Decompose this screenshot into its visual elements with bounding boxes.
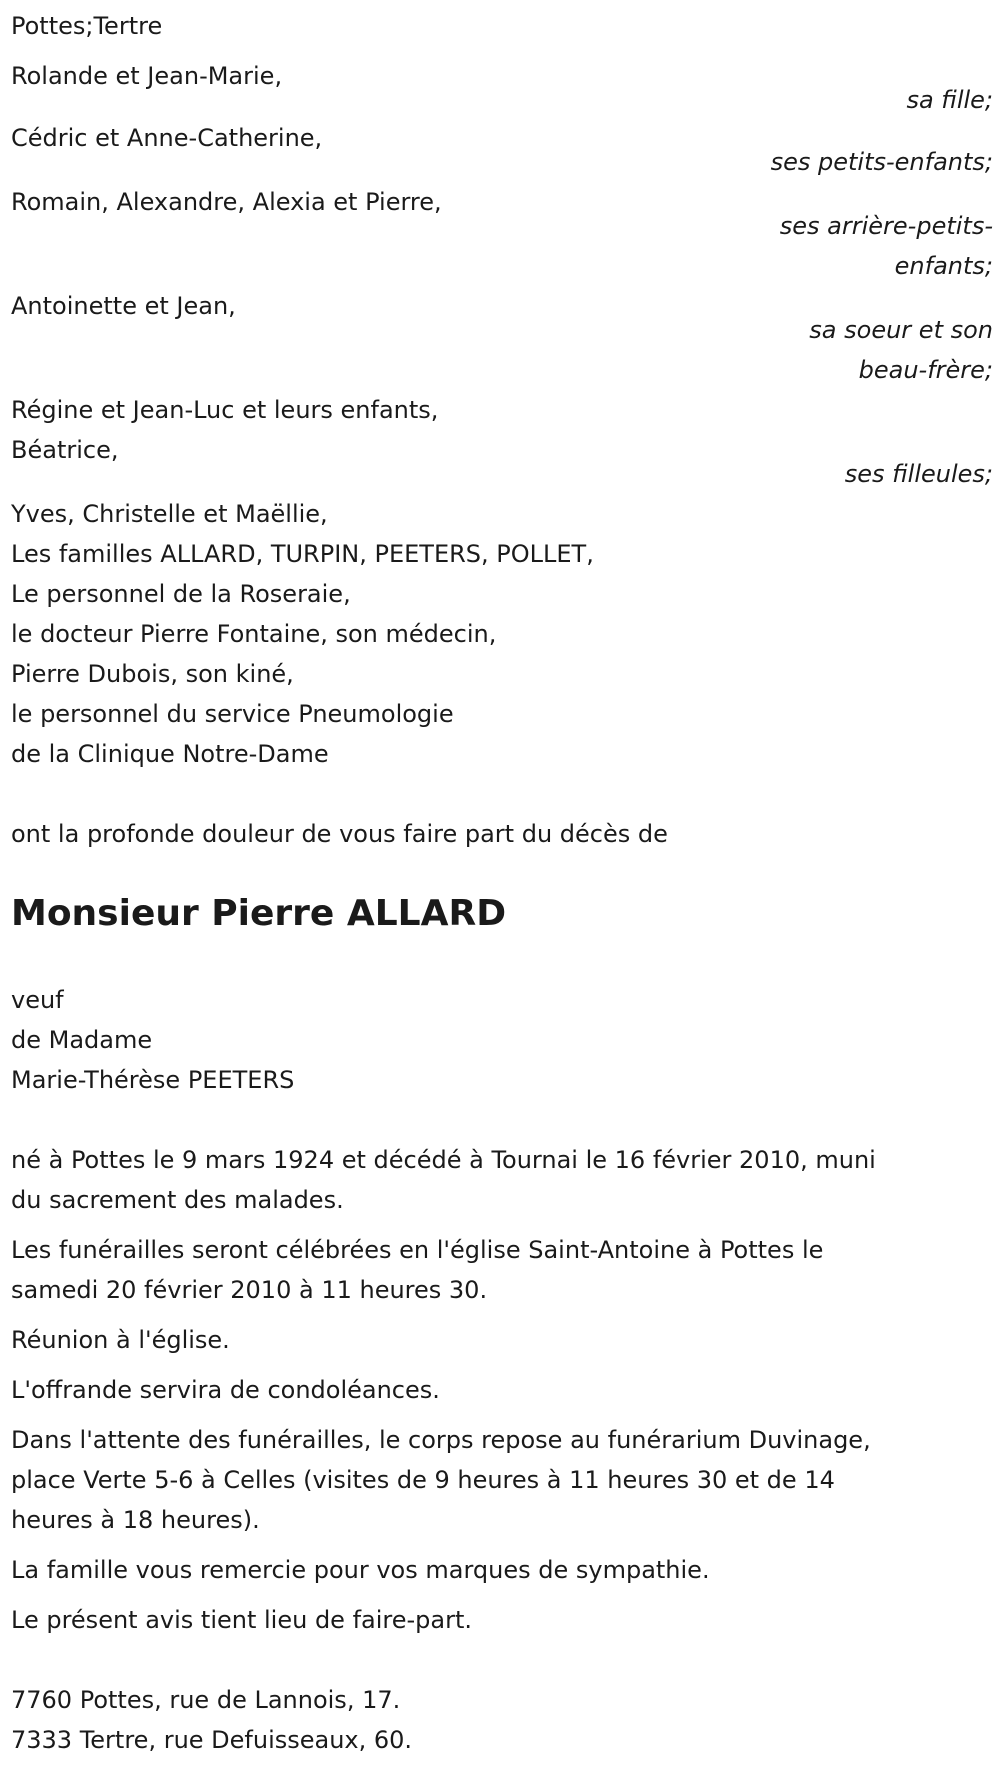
family-relation: ses filleules; — [844, 460, 993, 488]
detail-line: né à Pottes le 9 mars 1924 et décédé à Tournai le 16 février 2010, muni — [11, 1146, 876, 1174]
family-names: Antoinette et Jean, — [11, 292, 236, 320]
mourner-line: le docteur Pierre Fontaine, son médecin, — [11, 620, 497, 648]
mourner-line: Pierre Dubois, son kiné, — [11, 660, 294, 688]
mourner-line: Yves, Christelle et Maëllie, — [11, 500, 328, 528]
location-header: Pottes;Tertre — [11, 12, 163, 40]
family-relation: sa fille; — [906, 86, 993, 114]
address-line: 7760 Pottes, rue de Lannois, 17. — [11, 1686, 401, 1714]
mourner-line: Les familles ALLARD, TURPIN, PEETERS, POLLET, — [11, 540, 594, 568]
mourner-line: de la Clinique Notre-Dame — [11, 740, 329, 768]
family-names: Romain, Alexandre, Alexia et Pierre, — [11, 188, 442, 216]
detail-line: Dans l'attente des funérailles, le corps repose au funérarium Duvinage, — [11, 1426, 871, 1454]
deceased-name: Monsieur Pierre ALLARD — [11, 893, 507, 934]
family-names: Béatrice, — [11, 436, 119, 464]
mourner-line: Le personnel de la Roseraie, — [11, 580, 351, 608]
family-names: Rolande et Jean-Marie, — [11, 62, 283, 90]
spouse-line: Marie-Thérèse PEETERS — [11, 1066, 295, 1094]
detail-line: du sacrement des malades. — [11, 1186, 344, 1214]
detail-line: Le présent avis tient lieu de faire-part. — [11, 1606, 473, 1634]
address-line: 7333 Tertre, rue Defuisseaux, 60. — [11, 1726, 413, 1754]
spouse-line: de Madame — [11, 1026, 153, 1054]
announcement: ont la profonde douleur de vous faire part du décès de — [11, 820, 668, 848]
family-relation: ses arrière-petits- — [779, 212, 993, 240]
detail-line: samedi 20 février 2010 à 11 heures 30. — [11, 1276, 488, 1304]
detail-line: L'offrande servira de condoléances. — [11, 1376, 440, 1404]
family-relation: sa soeur et son — [809, 316, 993, 344]
detail-line: heures à 18 heures). — [11, 1506, 260, 1534]
family-names: Cédric et Anne-Catherine, — [11, 124, 323, 152]
family-relation: ses petits-enfants; — [770, 148, 993, 176]
mourner-line: le personnel du service Pneumologie — [11, 700, 454, 728]
detail-line: place Verte 5-6 à Celles (visites de 9 heures à 11 heures 30 et de 14 — [11, 1466, 835, 1494]
family-relation: beau-frère; — [858, 356, 993, 384]
spouse-line: veuf — [11, 986, 64, 1014]
family-relation: enfants; — [894, 252, 993, 280]
family-names: Régine et Jean-Luc et leurs enfants, — [11, 396, 439, 424]
detail-line: Réunion à l'église. — [11, 1326, 230, 1354]
detail-line: La famille vous remercie pour vos marques de sympathie. — [11, 1556, 710, 1584]
detail-line: Les funérailles seront célébrées en l'église Saint-Antoine à Pottes le — [11, 1236, 824, 1264]
